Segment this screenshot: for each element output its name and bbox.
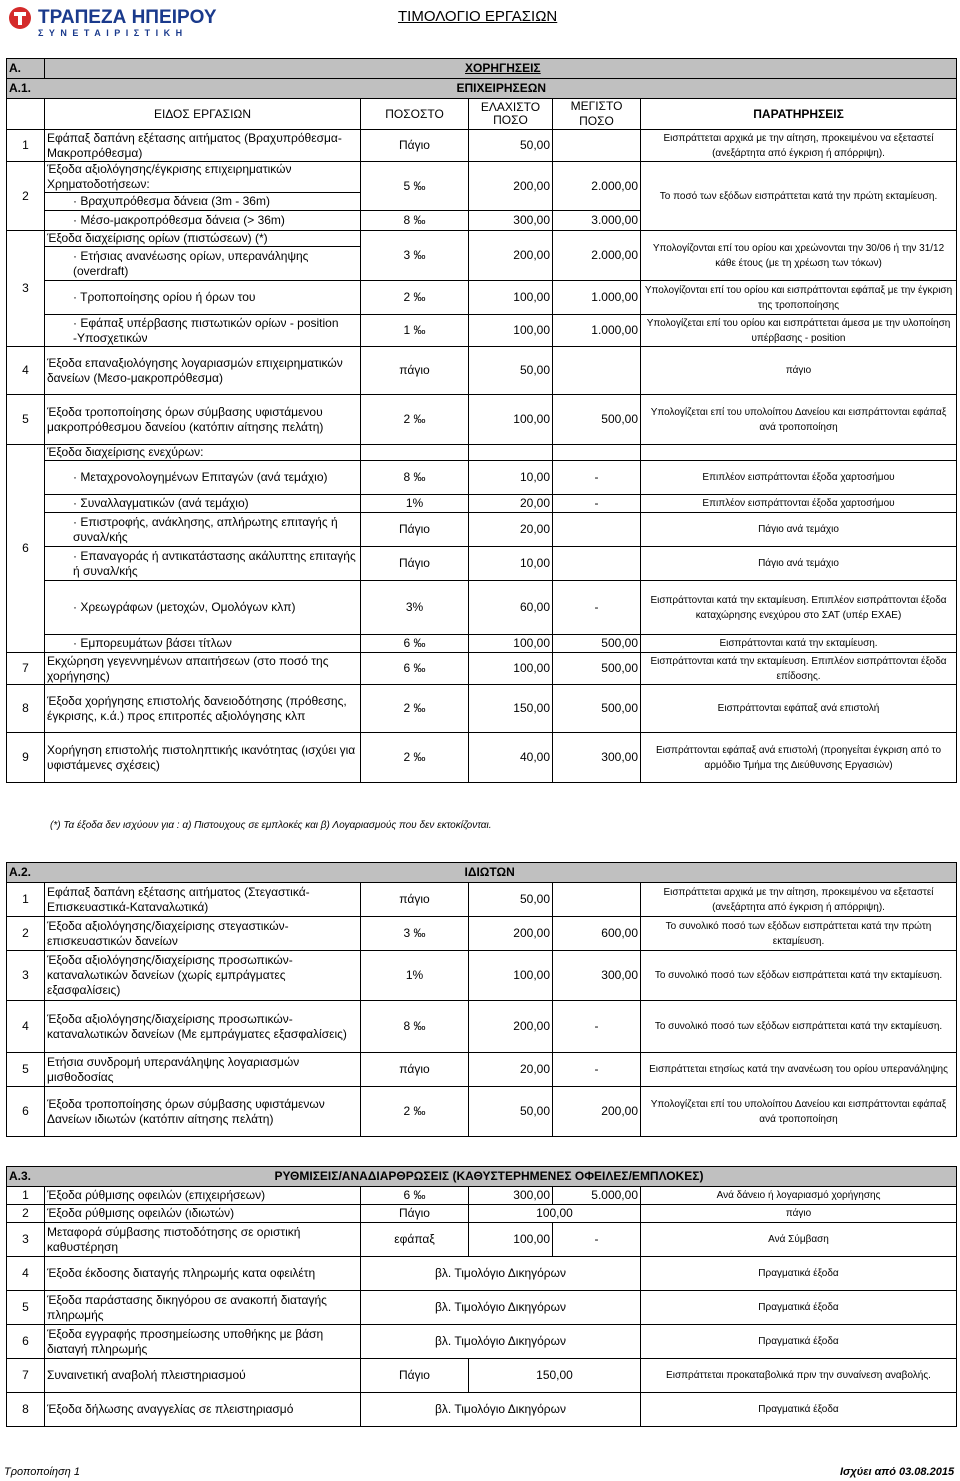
table-row (7, 917, 957, 951)
section-a3-label: Α.3. (7, 1167, 45, 1187)
row-min: 10,00 (469, 547, 553, 581)
row-note: Πάγιο ανά τεμάχιο (641, 513, 957, 547)
row-max: 500,00 (553, 395, 641, 445)
row-desc: Έξοδα χορήγησης επιστολής δανειοδότησης (πρόθεσης, έγκρισης, κ.ά.) προς επιτροπές αξιολόγησης κλπ (45, 685, 361, 733)
table-subrow (7, 461, 957, 495)
subrow-desc: · Εμπορευμάτων βάσει τίτλων (45, 635, 361, 653)
table-row (7, 231, 957, 247)
table-row (7, 685, 957, 733)
footnote: (*) Τα έξοδα δεν ισχύουν για : α) Πιστουχους σε εμπλοκές και β) Λογαριασμούς που δεν εκτοκίζονται. (50, 820, 492, 831)
row-note: Το συνολικό ποσό των εξόδων εισπράττεται κατά την πρώτη εκταμίευση. (641, 917, 957, 951)
row-desc: Έξοδα αξιολόγησης/έγκρισης επιχειρηματικών Χρηματοδοτήσεων: (45, 162, 361, 193)
table-row (7, 1223, 957, 1257)
row-pct: 3% (361, 581, 469, 635)
row-max: 300,00 (553, 733, 641, 783)
table-row (7, 1359, 957, 1393)
subrow-desc: · Μεταχρονολογημένων Επιταγών (ανά τεμάχιο) (45, 461, 361, 495)
section-a3-header (7, 1167, 957, 1187)
bank-logo (6, 4, 242, 38)
row-min: 20,00 (469, 513, 553, 547)
row-pct: πάγιο (361, 1053, 469, 1087)
row-note: Εισπράττεται αρχικά με την αίτηση, προκειμένου να εξεταστεί (ανεξάρτητα από έγκριση ή απόρριψη). (641, 883, 957, 917)
section-a3-table (6, 1166, 957, 1427)
table-row (7, 653, 957, 685)
footer-effective-date: Ισχύει από 03.08.2015 (840, 1466, 955, 1478)
bank-logo-subtitle: ΣΥΝΕΤΑΙΡΙΣΤΙΚΗ (38, 28, 188, 38)
row-note: Ανά δάνειο ή λογαριασμό χορήγησης (641, 1187, 957, 1205)
row-note: Εισπράττονται κατά την εκταμίευση. Επιπλέον εισπράττονται έξοδα καταχώρησης ενεχύρου στο ΣΑΤ (υπέρ ΕΧΑΕ) (641, 581, 957, 635)
row-desc: Χορήγηση επιστολής πιστοληπτικής ικανότητας (ισχύει για υφιστάμενες σχέσεις) (45, 733, 361, 783)
row-desc: Έξοδα αξιολόγησης/διαχείρισης προσωπικών-καταναλωτικών δανείων (Με εμπράγματες εξασφαλίσεις) (45, 1001, 361, 1053)
table-row (7, 130, 957, 162)
row-note: Πάγιο ανά τεμάχιο (641, 547, 957, 581)
table-row (7, 951, 957, 1001)
table-subrow (7, 315, 957, 347)
row-note: Εισπράττονται εφάπαξ ανά επιστολή (641, 685, 957, 733)
row-note: Υπολογίζεται επί του υπολοίπου Δανείου και εισπράττονται εφάπαξ ανά τροποποίηση (641, 395, 957, 445)
row-number: 6 (7, 445, 45, 653)
row-min: 100,00 (469, 315, 553, 347)
row-pct: πάγιο (361, 883, 469, 917)
subrow-desc: · Συναλλαγματικών (ανά τεμάχιο) (45, 495, 361, 513)
col-pct: ΠΟΣΟΣΤΟ (361, 99, 469, 130)
row-min: 100,00 (469, 635, 553, 653)
row-pct: 3 ‰ (361, 917, 469, 951)
row-reference: βλ. Τιμολόγιο Δικηγόρων (361, 1393, 641, 1427)
row-max (553, 883, 641, 917)
table-subrow (7, 281, 957, 315)
table-row (7, 162, 957, 193)
row-number: 2 (7, 917, 45, 951)
row-number: 4 (7, 1001, 45, 1053)
row-max: 300,00 (553, 951, 641, 1001)
row-desc: Έξοδα τροποποίησης όρων σύμβασης υφιστάμενου μακροπρόθεσμου δανείου (κατόπιν αίτησης πελάτη) (45, 395, 361, 445)
subrow-desc: · Βραχυπρόθεσμα δάνεια (3m - 36m) (45, 193, 361, 211)
row-desc: Έξοδα ρύθμισης οφειλών (ιδιωτών) (45, 1205, 361, 1223)
table-row (7, 395, 957, 445)
row-pct: 8 ‰ (361, 461, 469, 495)
row-max: - (553, 1223, 641, 1257)
row-number: 5 (7, 1291, 45, 1325)
row-min: 200,00 (469, 162, 553, 211)
row-note: Πραγματικά έξοδα (641, 1393, 957, 1427)
row-desc: Έξοδα αξιολόγησης/διαχείρισης στεγαστικών-επισκευαστικών δανείων (45, 917, 361, 951)
row-pct: 8 ‰ (361, 1001, 469, 1053)
row-number: 3 (7, 1223, 45, 1257)
row-max: - (553, 1001, 641, 1053)
table-row (7, 1053, 957, 1087)
row-pct: 5 ‰ (361, 162, 469, 211)
row-note: Πραγματικά έξοδα (641, 1257, 957, 1291)
table-subrow (7, 513, 957, 547)
table-subrow (7, 635, 957, 653)
row-desc: Έξοδα έκδοσης διαταγής πληρωμής κατα οφειλέτη (45, 1257, 361, 1291)
row-max: 500,00 (553, 685, 641, 733)
row-number: 5 (7, 395, 45, 445)
row-desc: Έξοδα τροποποίησης όρων σύμβασης υφιστάμενων Δανείων ιδιωτών (κατόπιν αίτησης πελάτη) (45, 1087, 361, 1137)
col-notes: ΠΑΡΑΤΗΡΗΣΕΙΣ (641, 99, 957, 130)
row-pct: 2 ‰ (361, 281, 469, 315)
row-max: - (553, 495, 641, 513)
section-a2-label: Α.2. (7, 863, 45, 883)
row-pct: 2 ‰ (361, 395, 469, 445)
row-max: - (553, 1053, 641, 1087)
row-max: - (553, 581, 641, 635)
row-note: Πραγματικά έξοδα (641, 1291, 957, 1325)
row-min: 20,00 (469, 1053, 553, 1087)
row-note: Υπολογίζονται επί του ορίου και εισπράττονται εφάπαξ με την έγκριση της τροποποίησης (641, 281, 957, 315)
table-row (7, 1205, 957, 1223)
row-pct: 2 ‰ (361, 733, 469, 783)
section-a3-heading: ΡΥΘΜΙΣΕΙΣ/ΑΝΑΔΙΑΡΘΡΩΣΕΙΣ (ΚΑΘΥΣΤΕΡΗΜΕΝΕΣ ΟΦΕΙΛΕΣ/ΕΜΠΛΟΚΕΣ) (45, 1167, 957, 1187)
row-pct: Πάγιο (361, 1359, 469, 1393)
row-pct: 1% (361, 495, 469, 513)
row-desc: Έξοδα εγγραφής προσημείωσης υποθήκης με βάση διαταγή πληρωμής (45, 1325, 361, 1359)
row-note: Επιπλέον εισπράττονται έξοδα χαρτοσήμου (641, 495, 957, 513)
row-desc: Μεταφορά σύμβασης πιστοδότησης σε οριστική καθυστέρηση (45, 1223, 361, 1257)
row-note: Εισπράττονται εφάπαξ ανά επιστολή (προηγείται έγκριση από το αρμόδιο Τμήμα της Διεύθυνσης Εργασιών) (641, 733, 957, 783)
row-desc: Εφάπαξ δαπάνη εξέτασης αιτήματος (Στεγαστικά-Επισκευαστικά-Καταναλωτικά) (45, 883, 361, 917)
section-a1-header (7, 79, 957, 99)
row-max: 1.000,00 (553, 315, 641, 347)
col-min: ΕΛΑΧΙΣΤΟ ΠΟΣΟ (469, 99, 553, 130)
row-max: - (553, 461, 641, 495)
row-min: 200,00 (469, 231, 553, 281)
column-headers (7, 99, 957, 130)
row-min: 100,00 (469, 395, 553, 445)
row-max: 500,00 (553, 635, 641, 653)
row-max: 600,00 (553, 917, 641, 951)
table-row (7, 1325, 957, 1359)
row-reference: βλ. Τιμολόγιο Δικηγόρων (361, 1257, 641, 1291)
row-reference: βλ. Τιμολόγιο Δικηγόρων (361, 1325, 641, 1359)
row-max: 200,00 (553, 1087, 641, 1137)
row-note: πάγιο (641, 1205, 957, 1223)
subrow-desc: · Επιστροφής, ανάκλησης, απλήρωτης επιταγής ή συναλ/κής (45, 513, 361, 547)
row-number: 3 (7, 951, 45, 1001)
row-min: 100,00 (469, 281, 553, 315)
table-subrow (7, 581, 957, 635)
row-min: 50,00 (469, 883, 553, 917)
row-reference: βλ. Τιμολόγιο Δικηγόρων (361, 1291, 641, 1325)
row-pct: Πάγιο (361, 547, 469, 581)
table-row (7, 347, 957, 395)
row-number: 4 (7, 1257, 45, 1291)
row-max: 500,00 (553, 653, 641, 685)
row-min: 100,00 (469, 1205, 641, 1223)
table-row (7, 1291, 957, 1325)
row-note: Εισπράττονται κατά την εκταμίευση. Επιπλέον εισπράττονται έξοδα επίδοσης. (641, 653, 957, 685)
row-desc: Έξοδα δήλωσης αναγγελίας σε πλειστηριασμό (45, 1393, 361, 1427)
row-pct: 1 ‰ (361, 315, 469, 347)
row-min: 100,00 (469, 653, 553, 685)
table-row (7, 1257, 957, 1291)
table-row (7, 733, 957, 783)
section-a-header (7, 59, 957, 79)
row-min: 200,00 (469, 917, 553, 951)
row-number: 6 (7, 1087, 45, 1137)
row-desc: Εφάπαξ δαπάνη εξέτασης αιτήματος (Βραχυπρόθεσμα-Μακροπρόθεσμα) (45, 130, 361, 162)
row-pct: 6 ‰ (361, 1187, 469, 1205)
row-number: 9 (7, 733, 45, 783)
row-pct: 6 ‰ (361, 653, 469, 685)
row-note: Υπολογίζονται επί του ορίου και χρεώνονται την 30/06 ή την 31/12 κάθε έτους (με τη χρέωση των τόκων) (641, 231, 957, 281)
row-note: Υπολογίζεται επί του ορίου και εισπράττεται άμεσα με την υλοποίηση υπέρβασης - position (641, 315, 957, 347)
subrow-desc: · Εφάπαξ υπέρβασης πιστωτικών ορίων - position -Υποσχετικών (45, 315, 361, 347)
row-pct: 8 ‰ (361, 211, 469, 231)
row-min: 10,00 (469, 461, 553, 495)
section-a1-table (6, 58, 957, 783)
row-number: 1 (7, 130, 45, 162)
row-note: Ανά Σύμβαση (641, 1223, 957, 1257)
row-max: 2.000,00 (553, 162, 641, 211)
table-subrow (7, 495, 957, 513)
row-desc: Ετήσια συνδρομή υπερανάληψης λογαριασμών μισθοδοσίας (45, 1053, 361, 1087)
table-row (7, 1393, 957, 1427)
row-min: 60,00 (469, 581, 553, 635)
row-number: 1 (7, 1187, 45, 1205)
row-pct: 1% (361, 951, 469, 1001)
row-min: 300,00 (469, 211, 553, 231)
row-min: 200,00 (469, 1001, 553, 1053)
row-min: 150,00 (469, 685, 553, 733)
row-pct: Πάγιο (361, 1205, 469, 1223)
row-number: 8 (7, 1393, 45, 1427)
row-min: 20,00 (469, 495, 553, 513)
subrow-desc: · Μέσο-μακροπρόθεσμα δάνεια (> 36m) (45, 211, 361, 231)
row-note: Εισπράττονται κατά την εκταμίευση. (641, 635, 957, 653)
section-a1-label: Α.1. (7, 79, 45, 99)
row-number: 6 (7, 1325, 45, 1359)
section-a2-table (6, 862, 957, 1137)
row-max: 2.000,00 (553, 231, 641, 281)
row-pct: 6 ‰ (361, 635, 469, 653)
row-pct: Πάγιο (361, 130, 469, 162)
table-row (7, 1187, 957, 1205)
subrow-desc: · Ετήσιας ανανέωσης ορίων, υπερανάληψης (overdraft) (45, 247, 361, 281)
section-a2-heading: ΙΔΙΩΤΩΝ (45, 863, 957, 883)
row-pct: 2 ‰ (361, 1087, 469, 1137)
section-a-heading: ΧΟΡΗΓΗΣΕΙΣ (45, 59, 957, 79)
subrow-desc: · Τροποποίησης ορίου ή όρων του (45, 281, 361, 315)
row-min: 100,00 (469, 1223, 553, 1257)
col-kind: ΕΙΔΟΣ ΕΡΓΑΣΙΩΝ (45, 99, 361, 130)
section-a1-heading: ΕΠΙΧΕΙΡΗΣΕΩΝ (45, 79, 957, 99)
row-desc: Έξοδα αξιολόγησης/διαχείρισης προσωπικών-καταναλωτικών δανείων (χωρίς εμπράγματες εξασφαλίσεις) (45, 951, 361, 1001)
row-desc: Έξοδα ρύθμισης οφειλών (επιχειρήσεων) (45, 1187, 361, 1205)
footer-revision: Τροποποίηση 1 (4, 1466, 80, 1478)
row-note: Πραγματικά έξοδα (641, 1325, 957, 1359)
row-max (553, 130, 641, 162)
row-min: 150,00 (469, 1359, 641, 1393)
row-note: πάγιο (641, 347, 957, 395)
row-pct: 2 ‰ (361, 685, 469, 733)
table-row (7, 1087, 957, 1137)
subrow-desc: · Επαναγοράς ή αντικατάστασης ακάλυπτης επιταγής ή συναλ/κής (45, 547, 361, 581)
row-min: 300,00 (469, 1187, 553, 1205)
row-pct: πάγιο (361, 347, 469, 395)
table-row (7, 445, 957, 461)
row-number: 2 (7, 162, 45, 231)
row-number: 8 (7, 685, 45, 733)
row-desc: Έξοδα διαχείρισης ενεχύρων: (45, 445, 361, 461)
row-number: 1 (7, 883, 45, 917)
row-note: Το συνολικό ποσό των εξόδων εισπράττεται κατά την εκταμίευση. (641, 951, 957, 1001)
row-number: 5 (7, 1053, 45, 1087)
row-min: 50,00 (469, 347, 553, 395)
row-desc: Έξοδα παράστασης δικηγόρου σε ανακοπή διαταγής πληρωμής (45, 1291, 361, 1325)
row-min: 50,00 (469, 1087, 553, 1137)
table-row (7, 883, 957, 917)
row-note: Εισπράττεται ετησίως κατά την ανανέωση του ορίου υπερανάληψης (641, 1053, 957, 1087)
row-desc: Έξοδα επαναξιολόγησης λογαριασμών επιχειρηματικών δανείων (Μεσο-μακροπρόθεσμα) (45, 347, 361, 395)
table-subrow (7, 547, 957, 581)
row-pct: Πάγιο (361, 513, 469, 547)
row-max: 3.000,00 (553, 211, 641, 231)
row-note: Εισπράττεται αρχικά με την αίτηση, προκειμένου να εξεταστεί (ανεξάρτητα από έγκριση ή απόρριψη). (641, 130, 957, 162)
table-row (7, 1001, 957, 1053)
row-number: 7 (7, 1359, 45, 1393)
col-max: ΜΕΓΙΣΤΟ ΠΟΣΟ (553, 99, 641, 130)
row-max: 1.000,00 (553, 281, 641, 315)
row-pct: εφάπαξ (361, 1223, 469, 1257)
row-note: Το συνολικό ποσό των εξόδων εισπράττεται κατά την εκταμίευση. (641, 1001, 957, 1053)
row-note: Εισπράττεται προκαταβολικά πριν την συναίνεση αναβολής. (641, 1359, 957, 1393)
document-title: ΤΙΜΟΛΟΓΙΟ ΕΡΓΑΣΙΩΝ (398, 8, 558, 25)
row-note: Το ποσό των εξόδων εισπράττεται κατά την πρώτη εκταμίευση. (641, 162, 957, 231)
row-number: 2 (7, 1205, 45, 1223)
subrow-desc: · Χρεωγράφων (μετοχών, Ομολόγων κλπ) (45, 581, 361, 635)
row-number: 7 (7, 653, 45, 685)
row-pct: 3 ‰ (361, 231, 469, 281)
row-min: 100,00 (469, 951, 553, 1001)
row-number: 4 (7, 347, 45, 395)
row-desc: Εκχώρηση γεγεννημένων απαιτήσεων (στο ποσό της χορήγησης) (45, 653, 361, 685)
row-desc: Συναινετική αναβολή πλειστηριασμού (45, 1359, 361, 1393)
bank-logo-mark (6, 4, 242, 38)
section-a2-header (7, 863, 957, 883)
row-desc: Έξοδα διαχείρισης ορίων (πιστώσεων) (*) (45, 231, 361, 247)
row-max: 5.000,00 (553, 1187, 641, 1205)
bank-logo-name: ΤΡΑΠΕΖΑ ΗΠΕΙΡΟΥ (38, 7, 217, 28)
row-note: Υπολογίζεται επί του υπολοίπου Δανείου και εισπράττονται εφάπαξ ανά τροποποίηση (641, 1087, 957, 1137)
section-a-label: Α. (7, 59, 45, 79)
row-min: 50,00 (469, 130, 553, 162)
row-note: Επιπλέον εισπράττονται έξοδα χαρτοσήμου (641, 461, 957, 495)
row-number: 3 (7, 231, 45, 347)
row-min: 40,00 (469, 733, 553, 783)
